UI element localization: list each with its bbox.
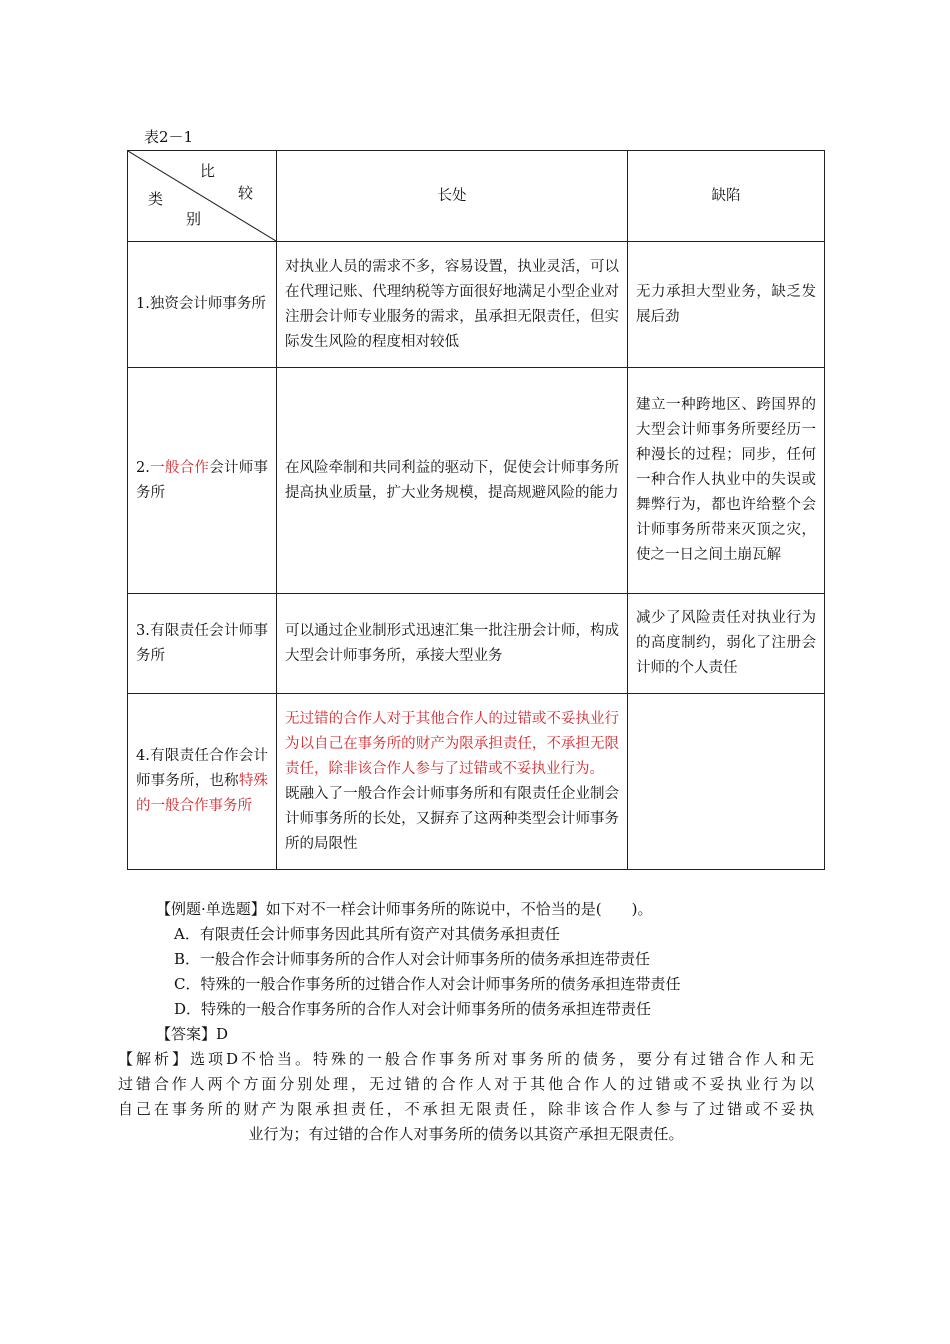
pros-text: 既融入了一般合作会计师事务所和有限责任企业制会计师事务所的长处，又摒弃了这两种类型会计师事务所的局限性 xyxy=(285,785,619,852)
pros-cell xyxy=(277,694,628,870)
header-cons: 缺陷 xyxy=(628,151,825,242)
header-pros: 长处 xyxy=(277,151,628,242)
option-b: B．一般合作会计师事务所的合作人对会计师事务所的债务承担连带责任 xyxy=(174,950,651,968)
type-cell xyxy=(128,368,277,594)
corner-label-bie: 别 xyxy=(186,210,202,228)
table-header-row xyxy=(128,151,825,242)
explanation-line: 自己在事务所的财产为限承担责任，不承担无限责任，除非该合作人参与了过错或不妥执 xyxy=(118,1100,814,1118)
table-row xyxy=(128,594,825,694)
comparison-table xyxy=(127,150,825,870)
option-a: A．有限责任会计师事务因此其所有资产对其债务承担责任 xyxy=(174,925,560,943)
highlight-text: 特殊的一般合作事务所 xyxy=(136,773,268,814)
table-row xyxy=(128,242,825,368)
question-stem: 【例题·单选题】如下对不一样会计师事务所的陈说中，不恰当的是( )。 xyxy=(156,900,653,918)
explanation-line: 【解析】选项D不恰当。特殊的一般合作事务所对事务所的债务，要分有过错合作人和无 xyxy=(118,1050,814,1068)
cons-cell: 减少了风险责任对执业行为的高度制约，弱化了注册会计师的个人责任 xyxy=(628,594,825,694)
type-cell xyxy=(128,242,277,368)
highlight-text: 无过错的合作人对于其他合作人的过错或不妥执业行为以自己在事务所的财产为限承担责任，不承担无限责任，除非该合作人参与了过错或不妥执业行为。 xyxy=(285,710,619,777)
answer: 【答案】D xyxy=(156,1025,229,1043)
explanation-line: 过错合作人两个方面分别处理，无过错的合作人对于其他合作人的过错或不妥执业行为以 xyxy=(118,1075,814,1093)
type-text: 3.有限责任会计师事务所 xyxy=(136,622,268,664)
corner-label-jiao: 较 xyxy=(238,184,254,202)
option-d: D．特殊的一般合作事务所的合作人对会计师事务所的债务承担连带责任 xyxy=(174,1000,652,1018)
highlight-text: 一般合作 xyxy=(149,459,210,476)
cons-cell xyxy=(628,694,825,870)
cons-cell: 建立一种跨地区、跨国界的大型会计师事务所要经历一种漫长的过程；同步，任何一种合作人执业中的失误或舞弊行为，都也许给整个会计师事务所带来灭顶之灾，使之一日之间土崩瓦解 xyxy=(628,368,825,594)
type-text: 1.独资会计师事务所 xyxy=(136,296,266,312)
type-cell xyxy=(128,594,277,694)
pros-cell: 在风险牵制和共同利益的驱动下，促使会计师事务所提高执业质量，扩大业务规模，提高规避风险的能力 xyxy=(277,368,628,594)
type-cell xyxy=(128,694,277,870)
pros-cell: 对执业人员的需求不多，容易设置，执业灵活，可以在代理记账、代理纳税等方面很好地满足小型企业对注册会计师专业服务的需求，虽承担无限责任，但实际发生风险的程度相对较低 xyxy=(277,242,628,368)
type-text: 4.有限责任合作会计师事务所，也称 xyxy=(136,748,268,789)
pros-cell: 可以通过企业制形式迅速汇集一批注册会计师，构成大型会计师事务所，承接大型业务 xyxy=(277,594,628,694)
table-caption: 表2－1 xyxy=(144,128,194,146)
explanation-line: 业行为；有过错的合作人对事务所的债务以其资产承担无限责任。 xyxy=(248,1125,684,1143)
option-c: C．特殊的一般合作事务所的过错合作人对会计师事务所的债务承担连带责任 xyxy=(174,975,681,993)
type-text: 会计师事务所 xyxy=(136,459,269,501)
corner-label-lei: 类 xyxy=(148,190,164,208)
diagonal-header-cell xyxy=(128,151,277,242)
table-row xyxy=(128,368,825,594)
explanation xyxy=(118,1047,814,1147)
type-text: 2. xyxy=(136,459,150,476)
table-row xyxy=(128,694,825,870)
cons-cell: 无力承担大型业务，缺乏发展后劲 xyxy=(628,242,825,368)
corner-label-bi: 比 xyxy=(200,162,216,180)
